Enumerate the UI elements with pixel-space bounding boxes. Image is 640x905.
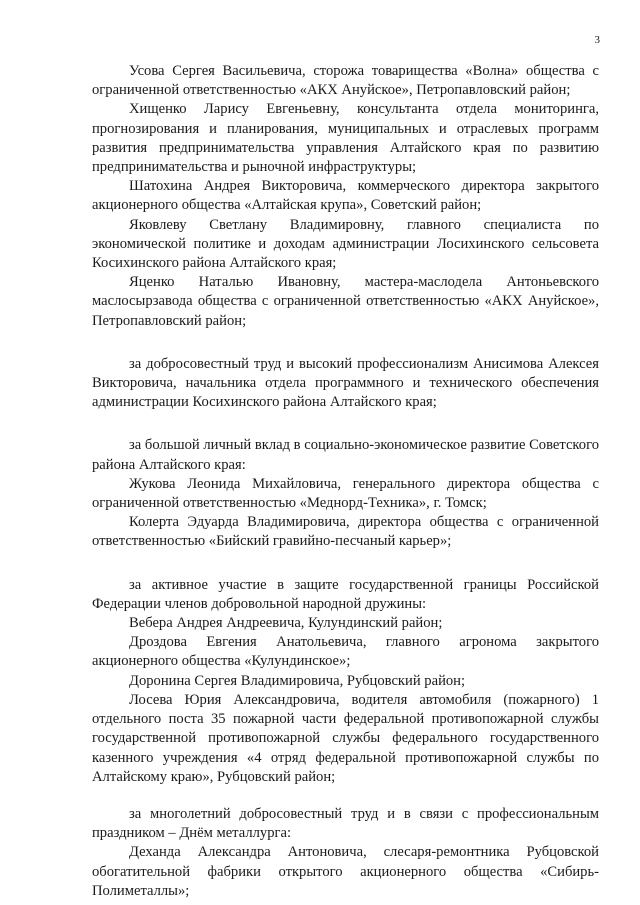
award-sovetsky-heading: за большой личный вклад в социально-экономическое развитие Советского района Алтайского края: <box>92 437 599 473</box>
nominee-zhukov: Жукова Леонида Михайловича, генерального директора общества с ограниченной ответственностью «Меднорд-Техника», г. Томск; <box>92 475 599 512</box>
nominee-drozdov: Дроздова Евгения Анатольевича, главного агронома закрытого акционерного общества «Кулундинское»; <box>92 634 599 670</box>
award-section-sovetsky-district <box>92 436 599 551</box>
nominee-khishchenko: Хищенко Ларису Евгеньевну, консультанта отдела мониторинга, прогнозирования и планирования, муниципальных и отраслевых программ развития предпринимательства управления Алтайского края по развитию предпринимательства и рыночной инфраструктуры; <box>92 101 599 176</box>
nominee-yakovleva: Яковлеву Светлану Владимировну, главного специалиста по экономической политике и доходам администрации Лосихинского сельсовета Косихинского района Алтайского края; <box>92 216 599 272</box>
award-section-border-protection <box>92 576 599 787</box>
section-spacer <box>92 552 599 576</box>
nominee-kolert: Колерта Эдуарда Владимировича, директора общества с ограниченной ответственностью «Бийский гравийно-песчаный карьер»; <box>92 514 599 550</box>
nominee-doronin: Доронина Сергея Владимировича, Рубцовский район; <box>129 672 466 689</box>
nominee-shatokhin: Шатохина Андрея Викторовича, коммерческого директора закрытого акционерного общества «Алтайская крупа», Советский район; <box>92 178 599 214</box>
section-spacer <box>92 331 599 355</box>
award-metallurgist-heading: за многолетний добросовестный труд и в связи с профессиональным праздником – Днём металлурга: <box>92 805 599 842</box>
nominee-dekhanda: Деханда Александра Антоновича, слесаря-ремонтника Рубцовской обогатительной фабрики открытого акционерного общества «Сибирь-Полиметаллы»; <box>92 844 599 899</box>
award-border-heading: за активное участие в защите государственной границы Российской Федерации членов добровольной народной дружины: <box>92 576 599 612</box>
award-professionalism-paragraph: за добросовестный труд и высокий профессионализм Анисимова Алексея Викторовича, начальника отдела программного и технического обеспечения администрации Косихинского района Алтайского края; <box>92 355 599 411</box>
nominee-losev: Лосева Юрия Александровича, водителя автомобиля (пожарного) 1 отдельного поста 35 пожарной части федеральной противопожарной службы государственной противопожарной службы федерального государственного казенного учреждения «4 отряд федеральной противопожарной службы по Алтайскому краю», Рубцовский район; <box>92 691 599 785</box>
award-section-list <box>92 62 599 331</box>
nominee-veber: Вебера Андрея Андреевича, Кулундинский район; <box>129 615 443 632</box>
page-number: 3 <box>594 34 600 46</box>
award-section-professionalism <box>92 355 599 413</box>
section-spacer <box>92 787 599 805</box>
document-body <box>92 62 599 901</box>
nominee-yatsenko: Яценко Наталью Ивановну, мастера-маслодела Антоньевского маслосырзавода общества с ограниченной ответственностью «АКХ Ануйское», Петропавловский район; <box>92 274 599 329</box>
nominee-usov: Усова Сергея Васильевича, сторожа товарищества «Волна» общества с ограниченной ответственностью «АКХ Ануйское», Петропавловский район; <box>92 63 599 99</box>
section-spacer <box>92 412 599 436</box>
award-section-metallurgist-day <box>92 805 599 901</box>
